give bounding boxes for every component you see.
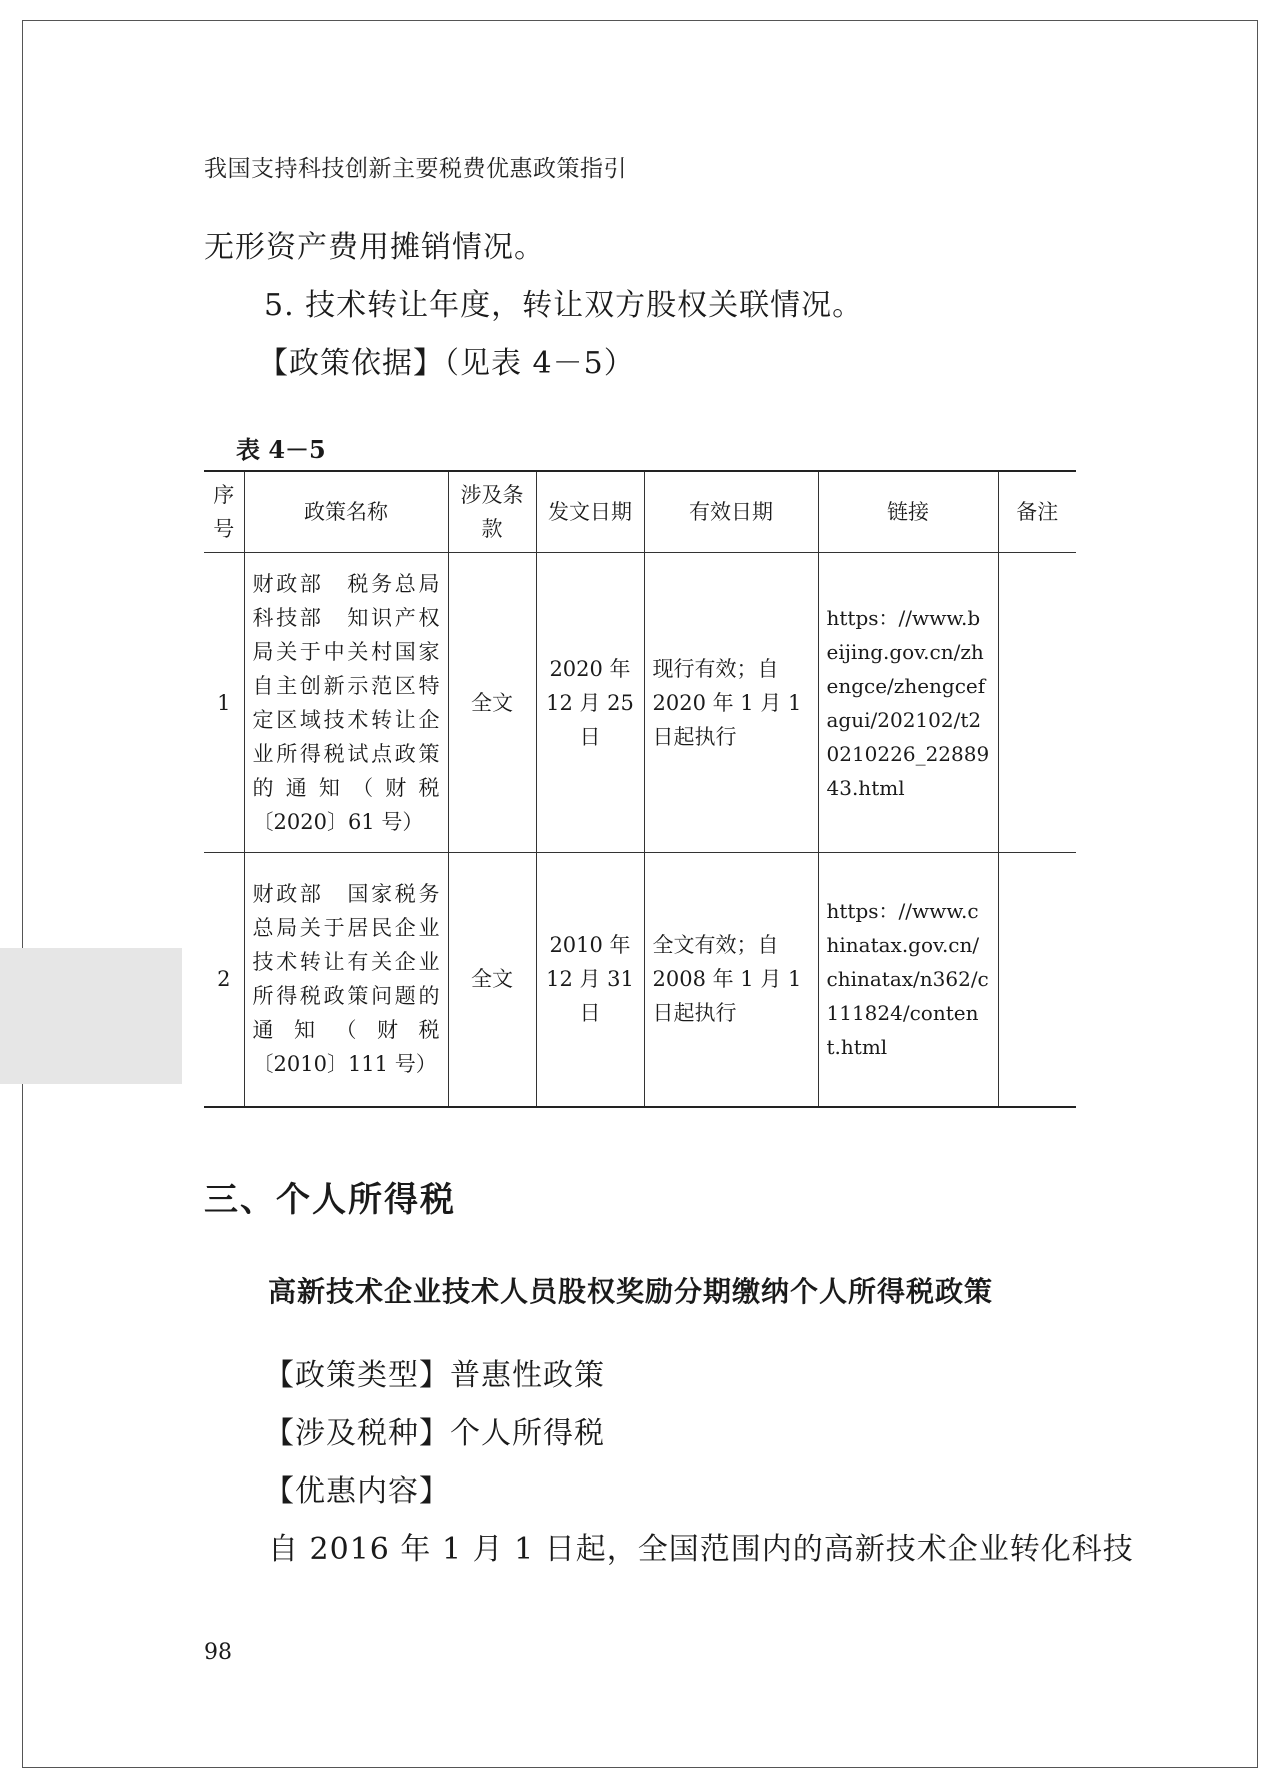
table-caption: 表 4－5 <box>236 435 326 464</box>
row-policy-name: 财政部 国家税务总局关于居民企业技术转让有关企业所得税政策问题的通知（财税〔2010〕111 号） <box>244 853 448 1107</box>
row-link[interactable]: https：//www.chinatax.gov.cn/chinatax/n362/c111824/content.html <box>818 853 998 1107</box>
row-valid-date: 现行有效；自 2020 年 1 月 1 日起执行 <box>644 553 818 853</box>
policy-subheading: 高新技术企业技术人员股权奖励分期缴纳个人所得税政策 <box>268 1275 994 1308</box>
header-name: 政策名称 <box>244 471 448 553</box>
header-no: 序号 <box>213 483 235 541</box>
benefit-text-line: 自 2016 年 1 月 1 日起，全国范围内的高新技术企业转化科技 <box>268 1532 1134 1567</box>
row-link[interactable]: https：//www.beijing.gov.cn/zhengce/zhengcefagui/202102/t20210226_2288943.html <box>818 553 998 853</box>
table-header-row <box>204 471 1076 553</box>
row-no: 1 <box>217 690 231 715</box>
row-date: 2010 年 12 月 31 日 <box>536 853 644 1107</box>
policy-type-line: 【政策类型】普惠性政策 <box>264 1358 605 1393</box>
row-valid-date: 全文有效；自 2008 年 1 月 1 日起执行 <box>644 853 818 1107</box>
section-heading: 三、个人所得税 <box>204 1180 456 1220</box>
benefit-label-line: 【优惠内容】 <box>264 1474 450 1509</box>
row-scope: 全文 <box>448 553 536 853</box>
header-remark: 备注 <box>998 471 1076 553</box>
policy-table <box>204 470 1076 1108</box>
body-line-1: 无形资产费用摊销情况。 <box>204 230 545 265</box>
row-scope: 全文 <box>448 853 536 1107</box>
running-head: 我国支持科技创新主要税费优惠政策指引 <box>204 156 627 182</box>
header-link: 链接 <box>818 471 998 553</box>
table-row <box>204 553 1076 853</box>
tax-type-line: 【涉及税种】个人所得税 <box>264 1416 605 1451</box>
row-no: 2 <box>217 967 231 992</box>
row-policy-name: 财政部 税务总局 科技部 知识产权局关于中关村国家自主创新示范区特定区域技术转让企业所得税试点政策的通知（财税〔2020〕61 号） <box>244 553 448 853</box>
side-tab-marker <box>0 948 182 1084</box>
body-line-2: 5. 技术转让年度，转让双方股权关联情况。 <box>264 288 864 323</box>
page-number: 98 <box>204 1640 232 1665</box>
header-date: 发文日期 <box>536 471 644 553</box>
row-remark <box>998 853 1076 1107</box>
table-row <box>204 853 1076 1107</box>
header-valid: 有效日期 <box>644 471 818 553</box>
policy-basis-line: 【政策依据】（见表 4－5） <box>258 346 635 381</box>
row-date: 2020 年 12 月 25 日 <box>536 553 644 853</box>
row-remark <box>998 553 1076 853</box>
header-scope: 涉及条款 <box>448 471 536 553</box>
